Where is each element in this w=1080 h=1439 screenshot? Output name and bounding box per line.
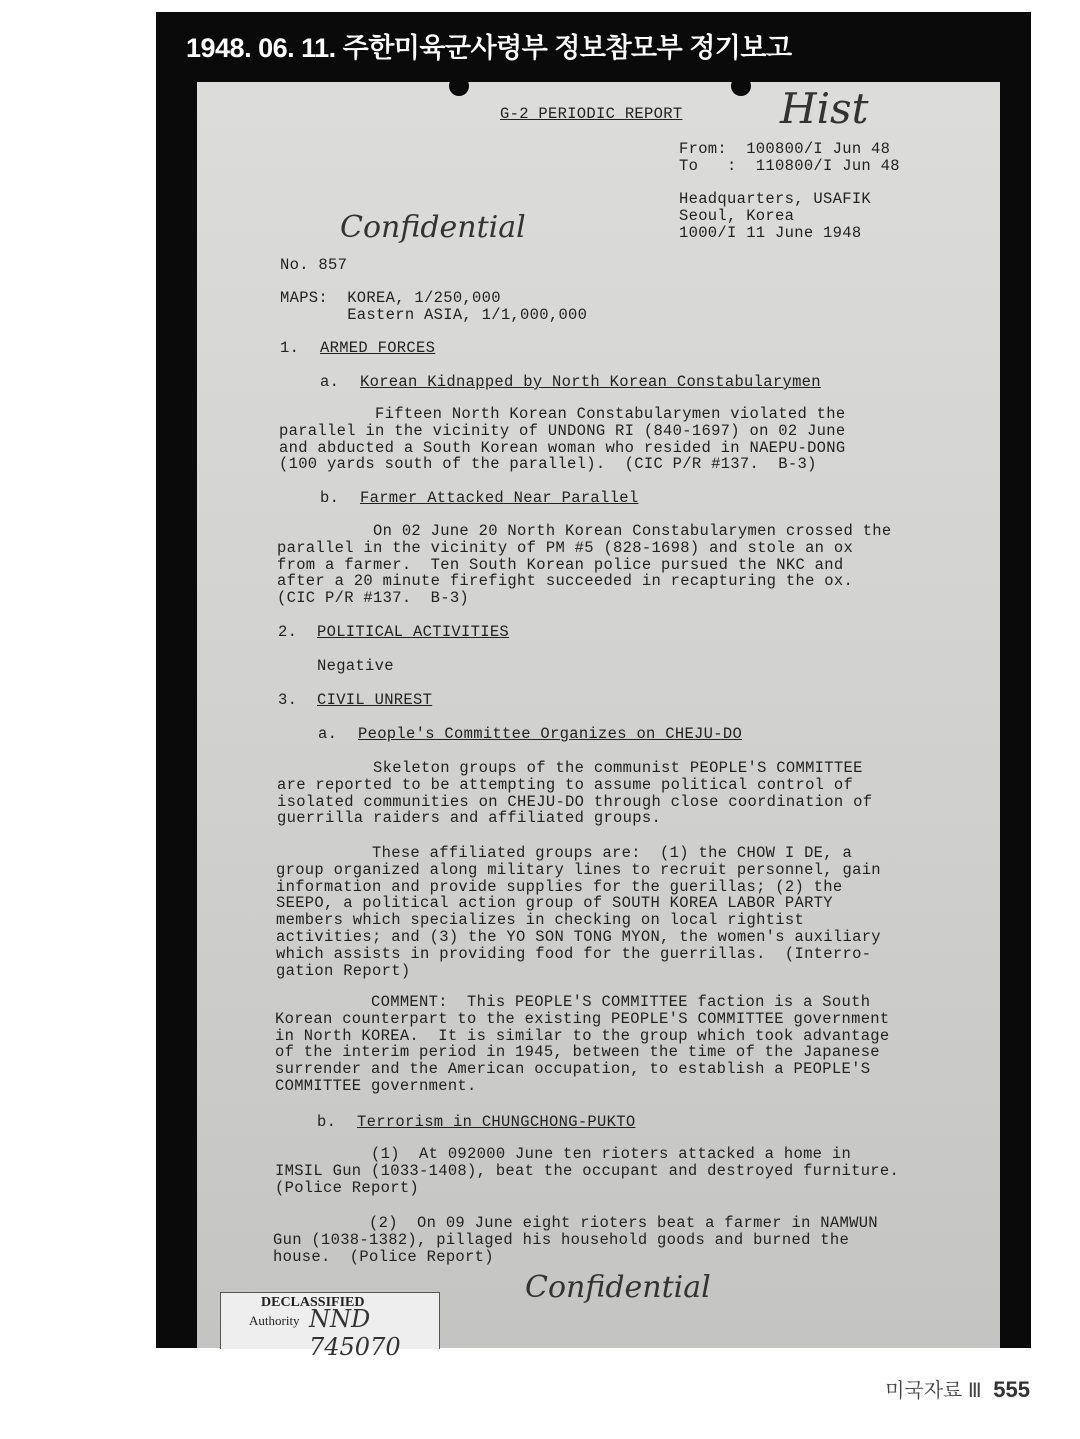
from-line: From: 100800/I Jun 48: [679, 140, 891, 158]
section-number: 2.: [278, 623, 298, 641]
punch-hole: [731, 76, 751, 96]
page-footer: [885, 1374, 1030, 1403]
subsection-title: Farmer Attacked Near Parallel: [360, 489, 639, 507]
maps-line-1: MAPS: KOREA, 1/250,000: [280, 289, 501, 307]
stamp-authority: Authority: [249, 1313, 300, 1328]
footer-section: 미국자료 Ⅲ: [885, 1380, 982, 1402]
subsection-title: Korean Kidnapped by North Korean Constabularymen: [360, 373, 821, 391]
declassified-stamp: [220, 1292, 440, 1361]
paragraph: These affiliated groups are: (1) the CHOW I DE, a group organized along military lines to recruit personnel, gain information and provide supplies for the guerillas; (2) the SEEPO, a political action group of SOUTH KOREA LABOR PARTY members which specializes in checking on local rightist activities; and (3) the YO SON TONG MYON, the women's auxiliary which assists in providing food for the guerrillas. (Interro- gation Report): [276, 844, 881, 980]
maps-line-2: Eastern ASIA, 1/1,000,000: [280, 306, 588, 324]
hq-line: Headquarters, USAFIK: [679, 190, 872, 208]
subsection-letter: b.: [317, 1113, 337, 1131]
paragraph: Fifteen North Korean Constabularymen violated the parallel in the vicinity of UNDONG RI (840-1697) on 02 June and abducted a South Korean woman who resided in NAEPU-DONG (100 yards south of the parallel). (CIC P/R #137. B-3): [279, 405, 846, 474]
handwritten-confidential: Confidential: [340, 210, 526, 245]
section-title: POLITICAL ACTIVITIES: [317, 623, 510, 641]
page-number: 555: [993, 1377, 1030, 1402]
paragraph: On 02 June 20 North Korean Constabularymen crossed the parallel in the vicinity of PM #5 (828-1698) and stole an ox from a farmer. Ten South Korean police pursued the NKC and after a 20 minute firefight succeeded in recapturing the ox. (CIC P/R #137. B-3): [277, 522, 892, 608]
section-title: ARMED FORCES: [320, 339, 436, 357]
section-number: 1.: [280, 339, 300, 357]
handwritten-confidential-bottom: Confidential: [525, 1270, 711, 1305]
subsection-title: People's Committee Organizes on CHEJU-DO: [358, 725, 743, 743]
to-line: To : 110800/I Jun 48: [679, 157, 900, 175]
subsection-letter: a.: [318, 725, 338, 743]
subsection-title: Terrorism in CHUNGCHONG-PUKTO: [357, 1113, 636, 1131]
date-line: 1000/I 11 June 1948: [679, 224, 862, 242]
punch-hole: [449, 76, 469, 96]
handwritten-hist: Hist: [780, 84, 869, 133]
paragraph: (1) At 092000 June ten rioters attacked a home in IMSIL Gun (1033-1408), beat the occupant and destroyed furniture. (Police Report): [275, 1145, 900, 1197]
subsection-letter: b.: [320, 489, 340, 507]
stamp-code: NND 745070: [309, 1305, 401, 1361]
paragraph: (2) On 09 June eight rioters beat a farmer in NAMWUN Gun (1038-1382), pillaged his household goods and burned the house. (Police Report): [273, 1214, 878, 1266]
subsection-letter: a.: [320, 373, 340, 391]
stamp-label: DECLASSIFIED: [261, 1295, 365, 1310]
page-title: 1948. 06. 11. 주한미육군사령부 정보참모부 정기보고: [186, 33, 792, 63]
paragraph: Skeleton groups of the communist PEOPLE'S COMMITTEE are reported to be attempting to assume political control of isolated communities on CHEJU-DO through close coordination of guerrilla raiders and affiliated groups.: [277, 759, 873, 828]
report-number: No. 857: [280, 256, 348, 274]
section-number: 3.: [278, 691, 298, 709]
location-line: Seoul, Korea: [679, 207, 795, 225]
report-heading: G-2 PERIODIC REPORT: [500, 105, 683, 123]
paragraph: COMMENT: This PEOPLE'S COMMITTEE faction is a South Korean counterpart to the existing PEOPLE'S COMMITTEE government in North KOREA. It is similar to the group which took advantage of the interim period in 1945, between the time of the Japanese surrender and the American occupation, to establish a PEOPLE'S COMMITTEE government.: [275, 993, 890, 1095]
paragraph: Negative: [317, 657, 394, 675]
section-title: CIVIL UNREST: [317, 691, 433, 709]
